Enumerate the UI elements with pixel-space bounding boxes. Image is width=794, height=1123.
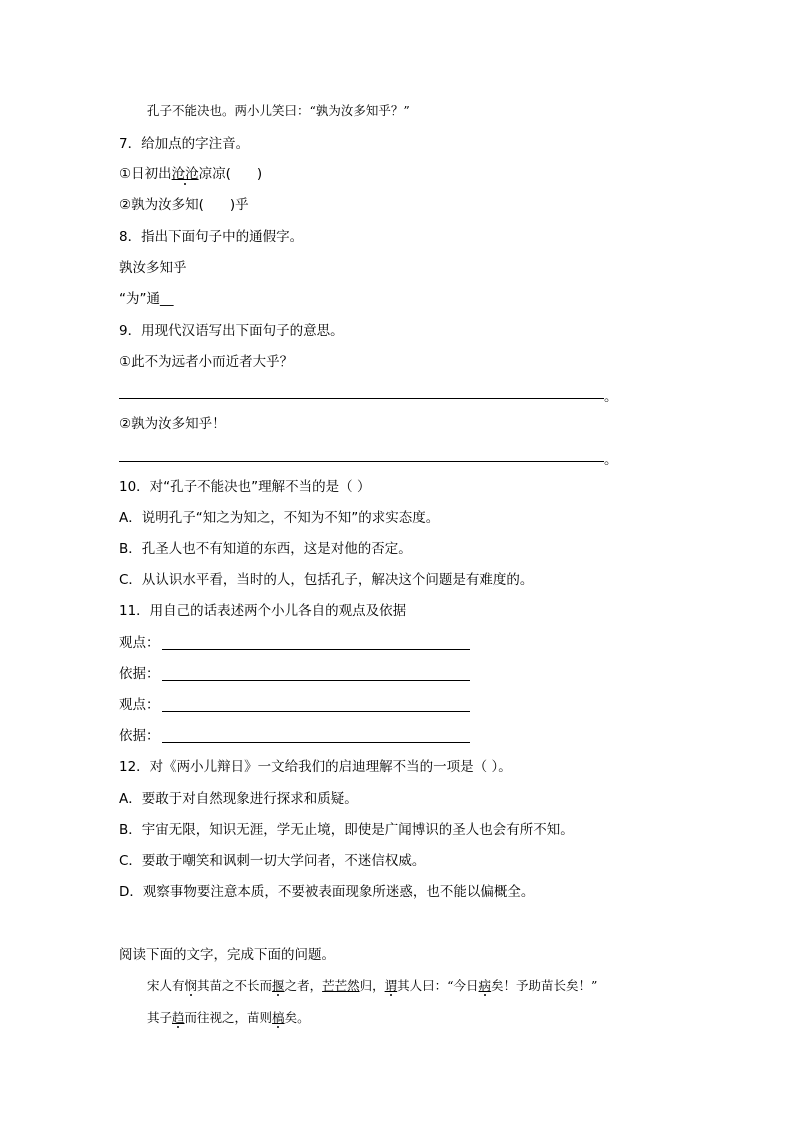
text-run: 矣！予助苗长矣！” [491,978,598,993]
text-run: 而往视之，苗则 [184,1010,273,1025]
answer-line [162,742,470,743]
answer-line [162,711,470,712]
period: 。 [604,452,618,468]
q11-basis-label: 依据： [119,728,160,744]
q7-item1 [119,165,262,183]
dotted-char: 揠 [272,978,285,993]
dotted-char: 悯 [184,978,198,993]
q8-answer-prefix: “为”通 [119,291,160,307]
text-run: 其苗之不长而 [197,978,273,993]
text-run: 其子 [147,1010,173,1025]
answer-line [162,649,470,650]
q12-option-c: C．要敢于嘲笑和讽刺一切大学问者，不迷信权威。 [119,853,426,869]
passage-line: 孔子不能决也。两小儿笑曰：“孰为汝多知乎？” [147,103,410,118]
q9-title: 9．用现代汉语写出下面句子的意思。 [119,323,344,339]
q10-option-b: B．孔圣人也不有知道的东西，这是对他的否定。 [119,541,412,557]
q7-item2 [119,196,249,214]
q11-basis-label: 依据： [119,666,160,682]
answer-line [119,398,604,399]
text-run: 其人曰：“今日 [397,978,479,993]
q12-option-b: B．宇宙无限，知识无涯，学无止境，即使是广闻博识的圣人也会有所不知。 [119,822,574,838]
reading-passage-line2 [147,1009,310,1027]
dotted-char: 趋 [172,1010,185,1025]
underlined-word: 芒芒然 [322,978,360,993]
reading-instruction: 阅读下面的文字，完成下面的问题。 [119,947,335,963]
q7-item1-close: ) [256,166,263,182]
q9-item2: ②孰为汝多知乎！ [119,416,226,432]
q12-option-d: D．观察事物要注意本质，不要被表面现象所迷惑，也不能以偏概全。 [119,884,535,900]
reading-passage-line1 [147,977,597,995]
q11-title: 11．用自己的话表述两个小儿各自的观点及依据 [119,603,407,619]
q8-answer-blank: __ [160,291,174,307]
q10-option-a: A．说明孔子“知之为知之，不知为不知”的求实态度。 [119,510,440,526]
q12-title: 12．对《两小儿辩日》一文给我们的启迪理解不当的一项是（ ）。 [119,759,512,775]
dotted-char: 槁 [272,1010,285,1025]
answer-line [162,680,470,681]
q7-item2-close: )乎 [229,197,249,213]
dotted-char: 谓 [384,978,398,993]
q10-option-c: C．从认识水平看，当时的人，包括孔子，解决这个问题是有难度的。 [119,572,534,588]
text-run: 宋人有 [147,978,185,993]
text-run: 之者， [284,978,323,993]
period: 。 [604,389,618,405]
q7-title: 7．给加点的字注音。 [119,136,250,152]
q8-sentence: 孰汝多知乎 [119,260,187,276]
q7-item1-post: 凉凉( [198,166,231,182]
q10-title: 10．对“孔子不能决也”理解不当的是（ ） [119,479,371,495]
q8-answer [119,290,174,308]
text-run: 矣。 [284,1010,310,1025]
dotted-word: 沧沧 [171,166,199,182]
dotted-char: 病 [478,978,492,993]
q7-item1-pre: ①日初出 [119,166,172,182]
q12-option-a: A．要敢于对自然现象进行探求和质疑。 [119,791,358,807]
q7-item2-pre: ②孰为汝多知( [119,197,204,213]
q9-item1: ①此不为远者小而近者大乎？ [119,354,294,370]
answer-line [119,461,604,462]
q8-title: 8．指出下面句子中的通假字。 [119,229,304,245]
q11-viewpoint-label: 观点： [119,697,160,713]
text-run: 归， [359,978,385,993]
q11-viewpoint-label: 观点： [119,635,160,651]
